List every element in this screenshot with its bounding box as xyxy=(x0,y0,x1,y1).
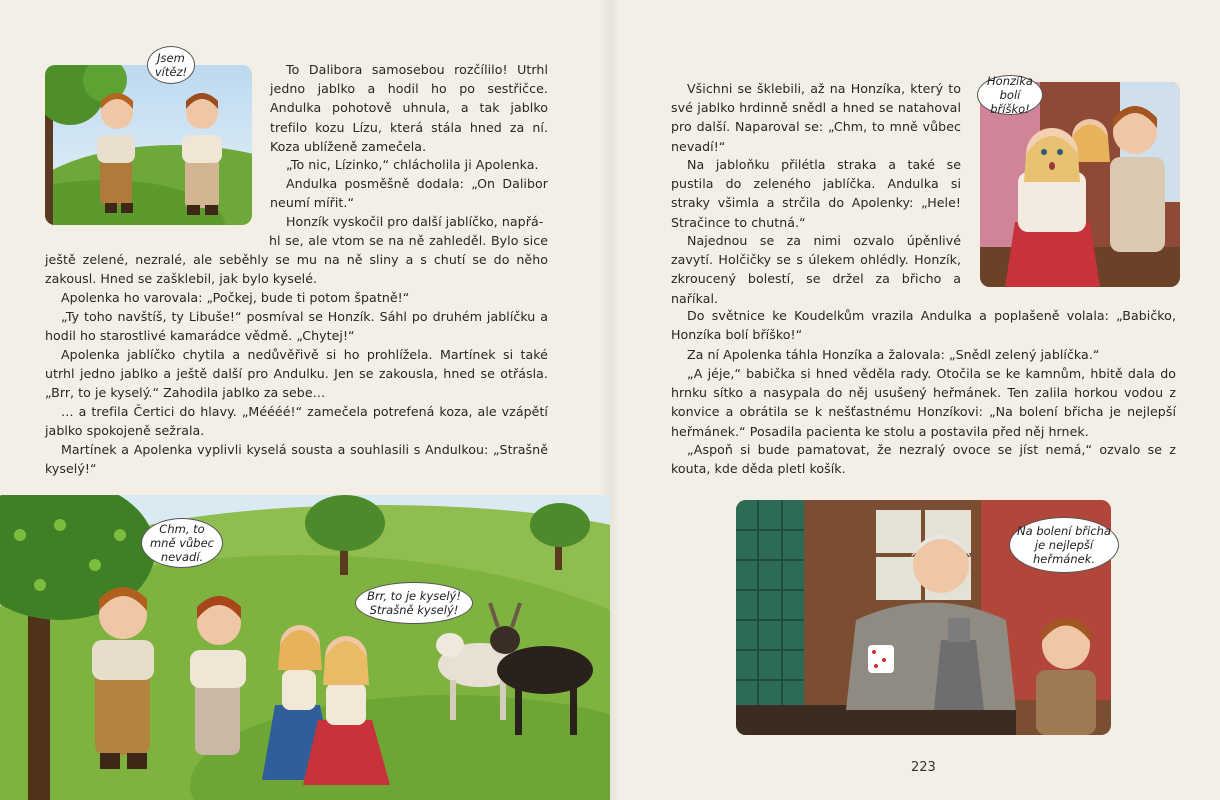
paragraph: Najednou se za nimi ozvalo úpěnlivé zavytí. Holčičky se s úlekem ohlédly. Honzík, zkroucený bolestí, se držel za břicho a naříkal. xyxy=(671,233,961,306)
paragraph: Apolenka jablíčko chytila a nedůvěřivě si ho prohlížela. Martínek si také utrhl jedno jablko a ještě další pro Andulku. Jen se zakousla, hned se otřásla. „Brr, to je kyselý.“ Zahodila jablko za sebe… xyxy=(45,347,548,401)
speech-bubble-bellyache: Honzíka bolí bříško! xyxy=(977,75,1043,115)
figure-honzik xyxy=(92,587,154,769)
speech-bubble-andulka: Brr, to je kyselý! Strašně kyselý! xyxy=(355,582,473,624)
paragraph: „Ty toho navštíš, ty Libuše!“ posmíval se Honzík. Sáhl po druhém jablíčku a hodil ho starostlivé kamarádce vědmě. „Chytej!“ xyxy=(45,309,548,344)
speech-bubble-winner: Jsem vítěz! xyxy=(147,46,195,84)
paragraph: Andulka posměšně dodala: „On Dalibor neumí mířit.“ xyxy=(270,176,548,211)
paragraph: Honzík vyskočil pro další jablíčko, napřá- xyxy=(286,214,544,229)
photo-two-boys xyxy=(45,65,252,225)
paragraph: „A jéje,“ babička si hned věděla rady. Otočila se ke kamnům, hbitě dala do hrnku sítko a nasypala do něj usušený heřmánek. Ten zalila horkou vodou z konvice a obrátila se k nešťastnému Honzíkovi: „Na bolení břicha je nejlepší heřmánek.“ Posadila pacienta ke stolu a postavila před něj hrnek. xyxy=(671,366,1176,439)
paragraph: „To nic, Lízinko,“ chlácholila ji Apolenka. xyxy=(286,157,539,172)
paragraph: … a trefila Čertici do hlavy. „Méééé!“ zamečela potrefená koza, ale vzápětí jablko spokojeně sežrala. xyxy=(45,404,548,439)
paragraph: Do světnice ke Koudelkům vrazila Andulka a poplašeně volala: „Babičko, Honzíka bolí bříško!“ xyxy=(671,308,1176,343)
paragraph: Na jabloňku přilétla straka a také se pustila do zeleného jablíčka. Andulka si straky všimla a strčila do Apolenky: „Hele! Stračince to chutná.“ xyxy=(671,157,961,230)
paragraph: Apolenka ho varovala: „Počkej, bude ti potom špatně!“ xyxy=(61,290,410,305)
page-number: 223 xyxy=(911,760,936,775)
photo-orchard-scene xyxy=(0,495,610,800)
paragraph: Všichni se šklebili, až na Honzíka, který to své jablko hrdinně snědl a hned se natahoval pro další. Naparoval se: „Chm, to mně vůbec nevadí!“ xyxy=(671,81,961,154)
speech-bubble-grandma: Na bolení břicha je nejlepší heřmánek. xyxy=(1009,517,1119,573)
paragraph: To Dalibora samosebou rozčílilo! Utrhl jedno jablko a hodil ho po sestřičce. Andulka pohotově uhnula, a tak jablko trefilo kozu Lízu, která stála hned za ní. Koza ublíženě zamečela. xyxy=(270,62,548,154)
orchard-illustration xyxy=(0,495,610,800)
paragraph: Martínek a Apolenka vyplivli kyselá sousta a souhlasili s Andulkou: „Strašně kyselý!“ xyxy=(45,442,548,477)
speech-bubble-honzik: Chm, to mně vůbec nevadí. xyxy=(141,518,223,568)
paragraph: „Aspoň si bude pamatovat, že nezralý ovoce se jíst nemá,“ ozvalo se z kouta, kde děda pletl košík. xyxy=(671,442,1176,477)
paragraph: Za ní Apolenka táhla Honzíka a žalovala: „Snědl zelený jablíčka.“ xyxy=(687,347,1100,362)
paragraph: hl se, ale vtom se na ně zahleděl. Bylo sice ještě zelené, nezralé, ale seběhly se mu na ně sliny a s chutí se do něho zakousl. Hned se zašklebil, jak bylo kyselé. xyxy=(45,233,548,287)
boys-illustration xyxy=(45,65,252,225)
figure-martinek xyxy=(190,596,246,755)
